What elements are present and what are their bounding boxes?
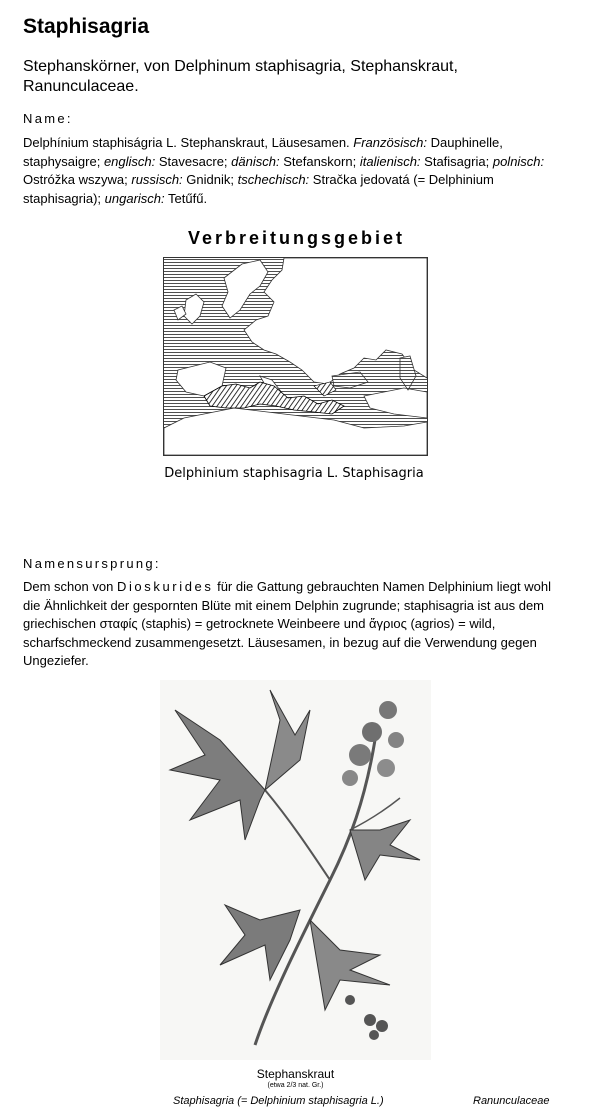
czech-name: Stračka jedovatá (= Delphinium staphisagria); [23, 172, 494, 206]
french-label: Französisch: [353, 135, 427, 150]
plate-caption: Stephanskraut [256, 1067, 335, 1081]
plate-family: Ranunculaceae [473, 1095, 550, 1107]
distribution-map [163, 257, 428, 456]
polish-label: polnisch: [492, 153, 545, 169]
russian-name: Gnidnik; [186, 172, 234, 187]
german-names: Stephanskraut, Läusesamen. [180, 135, 350, 150]
latin-name: Delphínium staphiságria L. [23, 135, 177, 150]
english-label: englisch: [103, 153, 156, 169]
danish-name: Stefanskorn; [283, 153, 357, 169]
hungarian-label: ungarisch: [104, 190, 165, 206]
distribution-map-image [164, 258, 427, 455]
plate-scale: (etwa 2/3 nat. Gr.) [267, 1082, 324, 1089]
name-section-text [23, 134, 568, 208]
italian-name: Stafisagria; [424, 153, 490, 169]
name-section-label: Name: [23, 111, 73, 126]
page-subtitle: Stephanskörner, von Delphinum staphisagria, Stephanskraut, Ranunculaceae. [23, 58, 458, 95]
english-name: Stavesacre; [158, 153, 228, 169]
danish-label: dänisch: [231, 153, 280, 169]
botanical-plate [160, 680, 431, 1060]
czech-label: tschechisch: [237, 172, 310, 187]
map-caption: Delphinium staphisagria L. Staphisagria [164, 466, 424, 481]
map-title: Verbreitungsgebiet [187, 228, 406, 248]
origin-text-after: für die Gattung gebrauchten Namen Delphinium liegt wohl die Ähnlichkeit der gespornten Blüte mit einem Delphin zugrunde; staphisagria ist aus dem griechischen σταφίς (staphis) = getrocknete Weinbeere und ἄγριος (agrios) = wild, scharfschmeckend zusammengesetzt. Läusesamen, in bezug auf die Verwendung gegen Ungeziefer. [23, 579, 551, 668]
hungarian-name: Tetűfű. [168, 190, 208, 206]
russian-label: russisch: [131, 172, 183, 187]
plate-latin-name: Staphisagria (= Delphinium staphisagria L.) [173, 1095, 384, 1107]
polish-name: Ostróžka wszywa; [23, 172, 128, 187]
page-title: Staphisagria [23, 15, 150, 38]
origin-section-text [23, 578, 568, 671]
origin-section-label: Namensursprung: [23, 556, 161, 571]
origin-author: Dioskurides [116, 579, 214, 594]
origin-text-before: Dem schon von [23, 579, 114, 594]
italian-label: italienisch: [359, 153, 421, 169]
french-names: Dauphinelle, staphysaigre; [23, 135, 503, 169]
botanical-illustration [160, 680, 431, 1060]
